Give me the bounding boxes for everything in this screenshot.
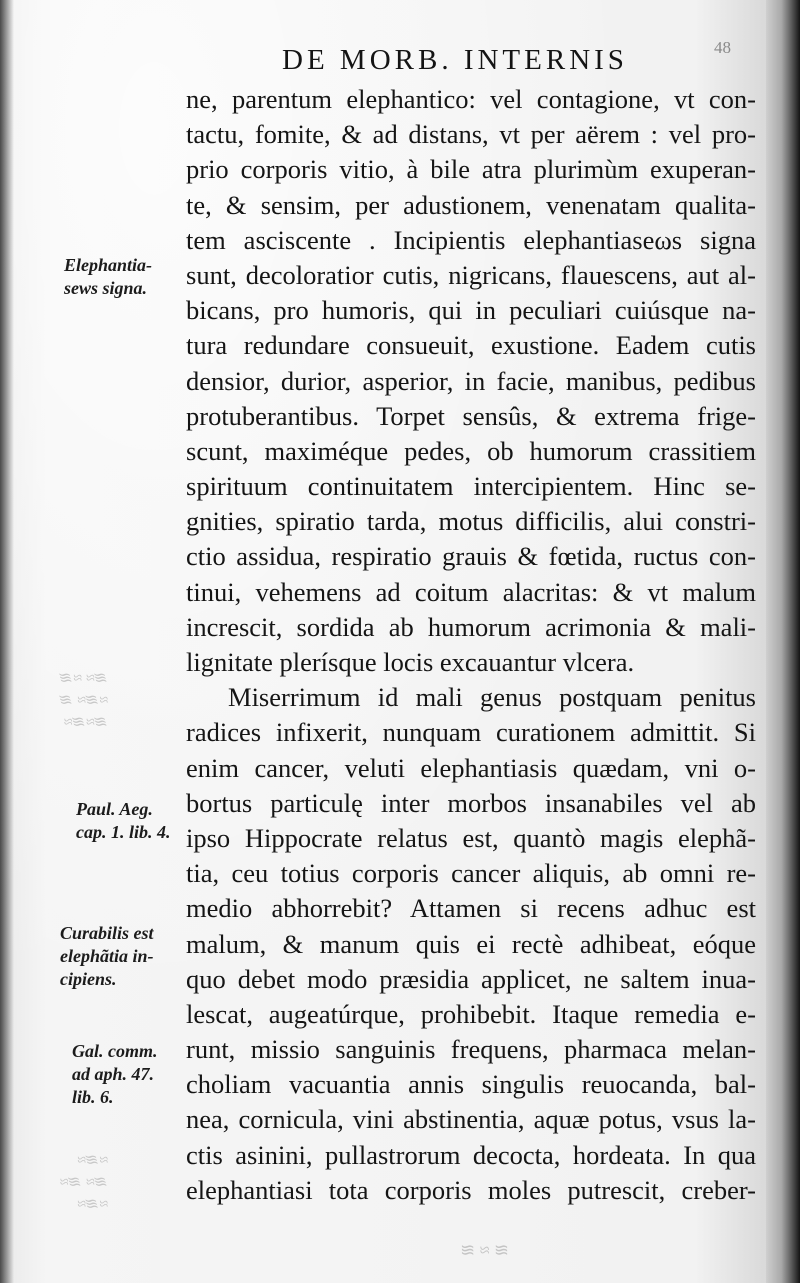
bleed-through-signature: ≋ ≈ ≋: [460, 1240, 510, 1260]
main-text-block: [186, 82, 756, 1208]
text-line: prio corporis vitio, à bile atra plurimùm exuperan-: [186, 154, 756, 185]
margin-note-line: lib. 6.: [72, 1087, 114, 1107]
margin-note: [60, 922, 154, 991]
text-line: quo debet modo præsidia applicet, ne saltem inua-: [186, 963, 756, 994]
text-line: gnities, spiratio tarda, motus difficilis, alui constri-: [186, 506, 756, 537]
text-line: ipso Hippocrate relatus est, quantò magis elephã-: [186, 822, 756, 853]
text-line: tinui, vehemens ad coitum alacritas: & vt malum: [186, 576, 756, 607]
text-line: ctis asinini, pullastrorum decocta, hordeata. In qua: [186, 1139, 756, 1170]
margin-note-line: sews signa.: [64, 278, 148, 298]
text-line: spirituum continuitatem intercipientem. Hinc se-: [186, 471, 756, 502]
margin-note-line: Curabilis est: [60, 923, 154, 943]
margin-note: [76, 798, 171, 844]
margin-note: [64, 254, 152, 300]
text-line: choliam vacuantia annis singulis reuocanda, bal-: [186, 1069, 756, 1100]
text-line: tem asciscente . Incipientis elephantiaseωs signa: [186, 224, 756, 255]
text-line: elephantiasi tota corporis moles putrescit, creber-: [186, 1174, 756, 1205]
text-line: tactu, fomite, & ad distans, vt per aërem : vel pro-: [186, 119, 756, 150]
margin-note-line: elephãtia in-: [60, 946, 154, 966]
text-line: sunt, decoloratior cutis, nigricans, flauescens, aut al-: [186, 259, 756, 290]
text-line: Miserrimum id mali genus postquam penitus: [228, 682, 756, 713]
text-line: densior, durior, asperior, in facie, manibus, pedibus: [186, 365, 756, 396]
text-line: scunt, maximéque pedes, ob humorum crassitiem: [186, 435, 756, 466]
page-number: 48: [714, 38, 731, 57]
text-line: lescat, augeatúrque, prohibebit. Itaque remedia e-: [186, 998, 756, 1029]
margin-note-line: cipiens.: [60, 969, 117, 989]
margin-note-line: cap. 1. lib. 4.: [76, 822, 171, 842]
margin-note-line: Elephantia-: [64, 255, 153, 275]
running-head: DE MORB. INTERNIS: [282, 44, 628, 76]
margin-note-line: ad aph. 47.: [72, 1064, 155, 1084]
text-line: runt, missio sanguinis frequens, pharmaca melan-: [186, 1034, 756, 1065]
text-line: tura redundare consueuit, exustione. Eadem cutis: [186, 330, 756, 361]
bleed-through-text: ≈≋≈ ≋≈ ≋≈ ≈≋≈: [60, 1152, 109, 1213]
text-line: bortus particulę inter morbos insanabiles vel ab: [186, 787, 756, 818]
text-line: medio abhorrebit? Attamen si recens adhuc est: [186, 893, 756, 924]
text-line: protuberantibus. Torpet sensûs, & extrema frige-: [186, 400, 756, 431]
text-line: ctio assidua, respiratio grauis & fœtida, ructus con-: [186, 541, 756, 572]
text-line: nea, cornicula, vini abstinentia, aquæ potus, vsus la-: [186, 1104, 756, 1135]
margin-note-line: Gal. comm.: [72, 1041, 158, 1061]
bleed-through-text: ≋≈ ≈≋ ≈≋≈ ≋ ≋≈≋≈: [60, 670, 109, 731]
text-line: ne, parentum elephantico: vel contagione, vt con-: [186, 84, 756, 114]
scan-edge: [766, 0, 800, 1283]
text-line: malum, & manum quis ei rectè adhibeat, eóque: [186, 928, 756, 959]
text-line: tia, ceu totius corporis cancer aliquis, ab omni re-: [186, 858, 756, 889]
text-line: enim cancer, veluti elephantiasis quædam, vni o-: [186, 752, 756, 783]
spine-shadow: [0, 0, 14, 1283]
text-line: lignitate plerísque locis excauantur vlcera.: [186, 647, 635, 677]
text-line: bicans, pro humoris, qui in peculiari cuiúsque na-: [186, 295, 756, 326]
margin-note: [72, 1040, 158, 1109]
text-line: increscit, sordida ab humorum acrimonia & mali-: [186, 611, 756, 642]
margin-note-line: Paul. Aeg.: [76, 799, 153, 819]
text-line: radices infixerit, nunquam curationem admittit. Si: [186, 717, 756, 748]
text-line: te, & sensim, per adustionem, venenatam qualita-: [186, 189, 756, 220]
